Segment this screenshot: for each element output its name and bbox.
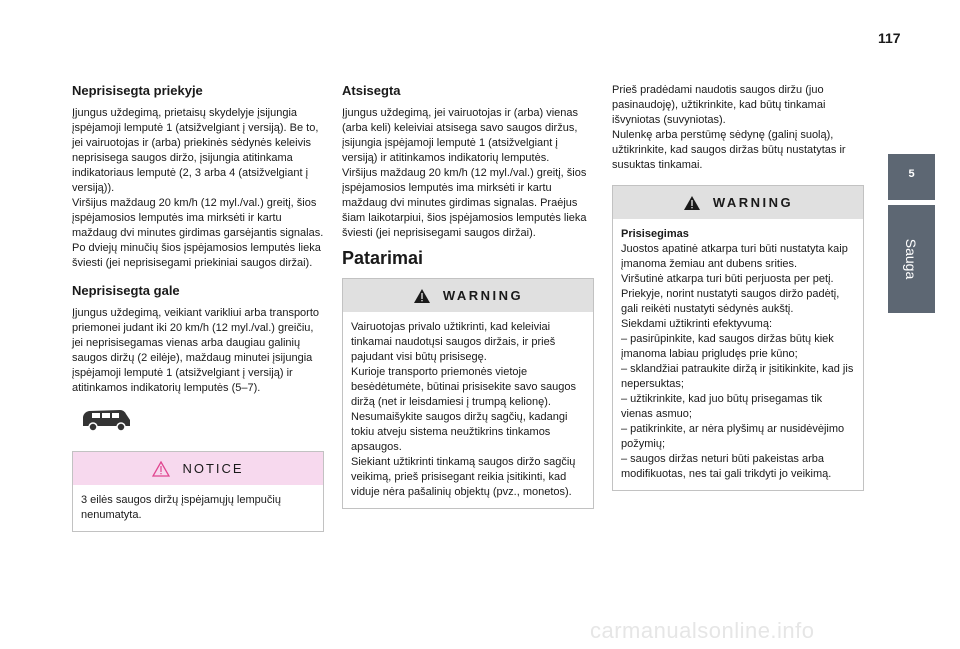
section-title-unbuckled-front: Neprisisegta priekyje xyxy=(72,83,203,98)
column-2 xyxy=(342,83,594,509)
notice-header xyxy=(73,452,323,485)
warning-triangle-icon xyxy=(683,195,701,211)
warning-body-fastening xyxy=(613,219,863,490)
section-text-unbuckled-front: Įjungus uždegimą, prietaisų skydelyje įsijungia įspėjamoji lemputė 1 (atsižvelgiant į versiją). Be to, jei vairuotojas ir (arba) priekinės sėdynės keleivis neprisisega saugos diržo, įsijungia atitinkama indikatoriaus lemputė (2, 3 arba 4 (atsižvelgiant į versiją)). Viršijus maždaug 20 km/h (12 myl./val.) greitį, šios įspėjamosios lemputės ima mirksėti ir kartu maždaug dvi minutes girdimas garsėjantis signalas. Po dviejų minučių šios įspėjamosios lemputės lieka šviesti (jei neprisisegami priekiniai saugos diržai). xyxy=(72,107,324,269)
warning-box-advice xyxy=(342,278,594,509)
chapter-title-tab[interactable] xyxy=(888,205,935,313)
section-text-unbuckling: Įjungus uždegimą, jei vairuotojas ir (arba) vienas (arba keli) keleiviai atsisega savo saugos diržus, įsijungia įspėjamoji lemputė 1 (atsižvelgiant į versiją) ir atitinkamos indikatorių lemputės. Viršijus maždaug 20 km/h (12 myl./val.) greitį, šios įspėjamosios lemputės ima mirksėti ir kartu maždaug dvi minutes girdimas signalas. Praėjus šiam laikotarpiui, šios įspėjamosios lemputės lieka šviesti (jei neprisisegami saugos diržai). xyxy=(342,107,587,239)
warning-triangle-icon xyxy=(152,461,170,477)
advice-heading: Patarimai xyxy=(342,248,424,268)
warning-text-fastening: Juostos apatinė atkarpa turi būti nustatyta kaip įmanoma žemiau ant dubens srities. Viršutinė atkarpa turi būti perjuosta per petį. Priekyje, norint nustatyti saugos diržo padėtį, gali reikėti nustatyti sėdynės aukštį. Siekdami užtikrinti efektyvumą: – pasirūpinkite, kad saugos diržas būtų kiek įmanoma labiau prigludęs prie kūno; – sklandžiai patraukite diržą ir įsitikinkite, kad jis nepersuktas; – užtikrinkite, kad juo būtų prisegamas tik vienas asmuo; – patikrinkite, ar nėra plyšimų ar nusidėvėjimo požymių; – saugos diržas neturi būti pakeistas arba modifikuotas, nes tai gali trikdyti jo veikimą. xyxy=(621,243,854,480)
warning-triangle-icon xyxy=(413,288,431,304)
chapter-title: Sauga xyxy=(903,238,920,280)
warning-title: WARNING xyxy=(712,195,794,210)
warning-title: WARNING xyxy=(442,288,524,303)
notice-text: 3 eilės saugos diržų įspėjamųjų lempučių nenumatyta. xyxy=(81,494,281,521)
warning-header xyxy=(613,186,863,219)
notice-box xyxy=(72,451,324,532)
warning-subtitle: Prisisegimas xyxy=(621,228,689,240)
watermark: carmanualsonline.info xyxy=(590,618,815,643)
van-side-icon xyxy=(80,406,132,434)
warning-text-advice: Vairuotojas privalo užtikrinti, kad keleiviai tinkamai naudotųsi saugos diržais, ir prieš pajudant visi būtų prisisegę. Kurioje transporto priemonės vietoje besėdėtumėte, būtinai prisisekite savo saugos diržą (net ir leisdamiesi į trumpą kelionę). Nesumaišykite saugos diržų sagčių, kadangi tokiu atveju sistema neužtikrins tinkamos apsaugos. Siekiant užtikrinti tinkamą saugos diržo sagčių veikimą, prieš prisisegant reikia įsitikinti, kad viduje nėra pašalinių objektų (pvz., monetos). xyxy=(351,321,577,498)
page-number: 117 xyxy=(878,30,901,46)
section-text-unbuckled-rear: Įjungus uždegimą, veikiant varikliui arba transporto priemonei judant iki 20 km/h (12 myl./val.) greičiu, jei neprisisegamas vienas arba daugiau galinių saugos diržų (2 eilėje), maždaug minutei įsijungia įspėjamoji lemputė 1 (atsižvelgiant į versiją) ir atitinkamos indikatorių lemputės (5–7). xyxy=(72,307,320,394)
warning-box-fastening xyxy=(612,185,864,491)
column-1 xyxy=(72,83,324,532)
section-title-unbuckled-rear: Neprisisegta gale xyxy=(72,283,180,298)
chapter-number-tab[interactable]: 5 xyxy=(888,154,935,200)
notice-title: NOTICE xyxy=(182,461,244,476)
intro-text: Prieš pradėdami naudotis saugos diržu (juo pasinaudoję), užtikrinkite, kad būtų tinkamai išvyniotas (suvyniotas). Nulenkę arba perstūmę sėdynę (galinį suolą), užtikrinkite, kad saugos diržas būtų nustatytas ir susuktas tinkamai. xyxy=(612,84,846,171)
column-3 xyxy=(612,83,864,491)
section-title-unbuckling: Atsisegta xyxy=(342,83,401,98)
warning-header xyxy=(343,279,593,312)
